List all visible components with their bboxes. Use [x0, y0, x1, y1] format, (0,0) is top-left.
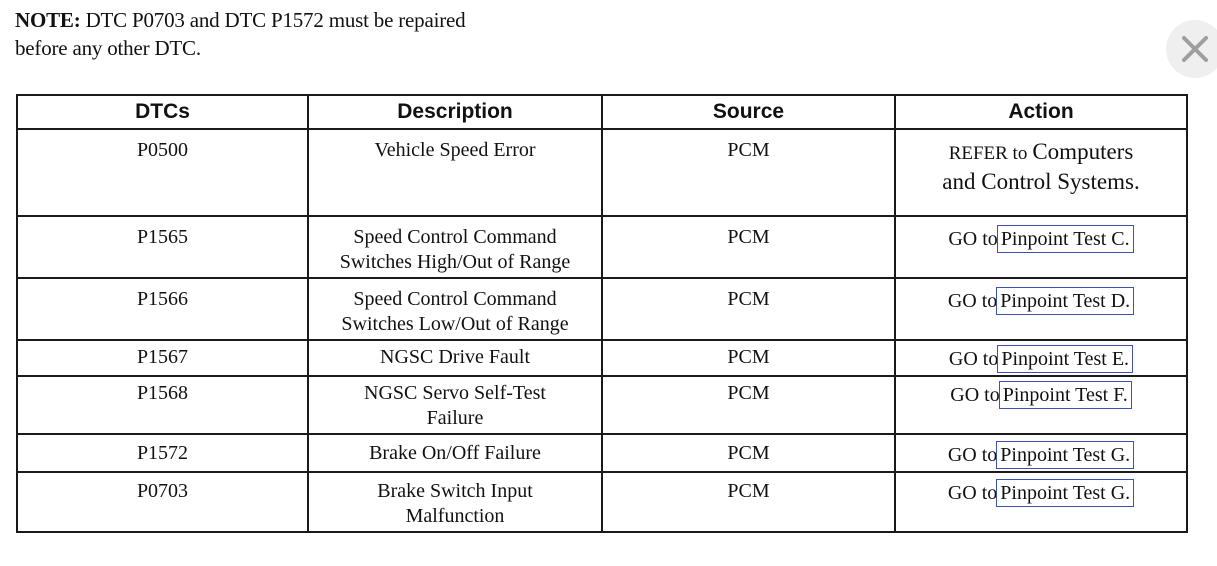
dtc-source: PCM: [602, 216, 895, 278]
dtc-description: [308, 434, 602, 472]
dtc-action: [895, 216, 1187, 278]
action-prefix: GO to: [947, 482, 998, 504]
dtc-action: [895, 472, 1187, 532]
dtc-description: [308, 216, 602, 278]
close-icon: [1180, 34, 1210, 64]
dtc-action: [895, 340, 1187, 376]
table-row: [17, 434, 1187, 472]
header-action: Action: [895, 95, 1187, 129]
note-label: NOTE:: [15, 8, 81, 32]
action-prefix: GO to: [948, 228, 998, 250]
note-line-1: DTC P0703 and DTC P1572 must be repaired: [80, 8, 466, 32]
action-prefix: GO to: [950, 384, 1000, 406]
dtc-code: P1566: [17, 278, 308, 340]
dtc-code: P1572: [17, 434, 308, 472]
header-source: Source: [602, 95, 895, 129]
description-line: Malfunction: [405, 505, 505, 527]
dtc-code: P0703: [17, 472, 308, 532]
action-prefix: REFER to: [948, 143, 1028, 164]
action-prefix: GO to: [947, 444, 998, 466]
description-line: Brake On/Off Failure: [369, 442, 541, 464]
note-line-2: before any other DTC.: [15, 36, 201, 60]
description-line: NGSC Drive Fault: [380, 346, 530, 368]
dtc-action: [895, 376, 1187, 434]
dtc-code: P0500: [17, 129, 308, 216]
dtc-source: PCM: [602, 376, 895, 434]
header-dtcs: DTCs: [17, 95, 308, 129]
pinpoint-test-e-link[interactable]: Pinpoint Test E.: [997, 345, 1133, 373]
pinpoint-test-g-link-2[interactable]: Pinpoint Test G.: [996, 479, 1134, 507]
dtc-code: P1565: [17, 216, 308, 278]
description-line: Switches High/Out of Range: [339, 251, 571, 273]
dtc-action: [895, 278, 1187, 340]
table-row: [17, 472, 1187, 532]
dtc-code: P1568: [17, 376, 308, 434]
dtc-code: P1567: [17, 340, 308, 376]
table-row: [17, 278, 1187, 340]
action-reference-2: and Control Systems.: [942, 169, 1140, 194]
dtc-description: [308, 129, 602, 216]
table-row: [17, 216, 1187, 278]
description-line: NGSC Servo Self-Test: [364, 382, 546, 404]
pinpoint-test-d-link[interactable]: Pinpoint Test D.: [996, 287, 1134, 315]
description-line: Speed Control Command: [353, 288, 557, 310]
table-header-row: [17, 95, 1187, 129]
dtc-action: [895, 129, 1187, 216]
pinpoint-test-f-link[interactable]: Pinpoint Test F.: [999, 381, 1132, 409]
dtc-source: PCM: [602, 434, 895, 472]
dtc-source: PCM: [602, 340, 895, 376]
dtc-action: [895, 434, 1187, 472]
action-prefix: GO to: [948, 348, 999, 370]
dtc-description: [308, 472, 602, 532]
table-row: [17, 129, 1187, 216]
dtc-description: [308, 376, 602, 434]
dtc-source: PCM: [602, 472, 895, 532]
description-line: Switches Low/Out of Range: [341, 313, 569, 335]
table-row: [17, 340, 1187, 376]
description-line: Vehicle Speed Error: [374, 139, 536, 161]
dtc-source: PCM: [602, 278, 895, 340]
header-description: Description: [308, 95, 602, 129]
pinpoint-test-c-link[interactable]: Pinpoint Test C.: [997, 225, 1134, 253]
description-line: Brake Switch Input: [377, 480, 533, 502]
close-button[interactable]: [1166, 20, 1217, 78]
dtc-source: PCM: [602, 129, 895, 216]
pinpoint-test-g-link[interactable]: Pinpoint Test G.: [996, 441, 1134, 469]
note-text: [15, 6, 615, 62]
description-line: Failure: [426, 407, 484, 429]
action-reference: Computers: [1032, 139, 1134, 164]
description-line: Speed Control Command: [353, 226, 557, 248]
dtc-description: [308, 340, 602, 376]
dtc-description: [308, 278, 602, 340]
table-row: [17, 376, 1187, 434]
dtc-table: [16, 94, 1188, 533]
action-prefix: GO to: [947, 290, 998, 312]
